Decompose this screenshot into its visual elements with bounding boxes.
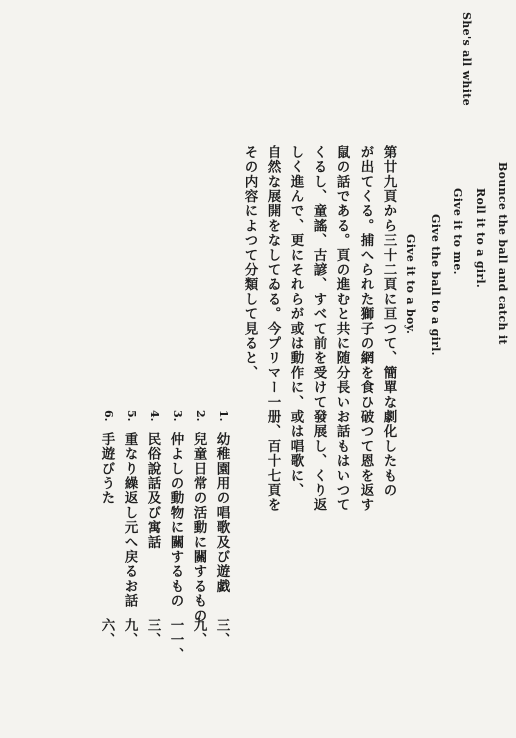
list-item: 仲よしの動物に關するもの	[167, 432, 184, 609]
english-line: Roll it to a girl.	[474, 188, 487, 289]
list-pages: 三、	[144, 618, 161, 648]
english-line: Give the ball to a girl.	[429, 214, 442, 356]
english-line: Give it to me.	[451, 188, 464, 275]
list-pages: 六、	[98, 618, 115, 648]
paragraph-line: しく進んで、更にそれらが或は動作に、或は唱歌に、	[287, 145, 304, 498]
paragraph-line: が出てくる。捕へられた獅子の網を食ひ破つて恩を返す	[357, 145, 374, 513]
list-number: 4.	[148, 410, 161, 422]
list-item: 幼稚園用の唱歌及び遊戯	[213, 432, 230, 594]
paragraph-line: くるし、童謠、古諺、すべて前を受けて發展し、くり返	[310, 145, 327, 513]
list-number: 6.	[102, 410, 115, 422]
list-pages: 一一、	[167, 618, 184, 663]
paragraph-line: 自然な展開をなしてゐる。今プリマー一册、百十七頁を	[264, 145, 281, 513]
list-number: 1.	[217, 410, 230, 422]
list-pages: 九、	[190, 618, 207, 648]
paragraph-line: 鼠の話である。頁の進むと共に随分長いお話もはいつて	[333, 145, 350, 513]
list-number: 2.	[194, 410, 207, 422]
list-number: 5.	[125, 410, 138, 422]
list-item: 手遊びうた	[98, 432, 115, 506]
english-line: Bounce the ball and catch it	[496, 162, 509, 345]
list-item: 兒童日常の活動に關するもの	[190, 432, 207, 624]
list-item: 重なり繰返し元へ戻るお話	[121, 432, 138, 609]
english-line: Give it to a boy.	[404, 234, 417, 335]
list-pages: 九、	[121, 618, 138, 648]
paragraph-line: その内容によつて分類して見ると、	[241, 145, 258, 381]
list-item: 民俗說話及び寓話	[144, 432, 161, 550]
list-number: 3.	[171, 410, 184, 422]
poem-line: She's all white	[460, 12, 473, 106]
paragraph-line: 第廿九頁から三十二頁に亘つて、簡單な劇化したもの	[380, 145, 397, 498]
list-pages: 三、	[213, 618, 230, 648]
